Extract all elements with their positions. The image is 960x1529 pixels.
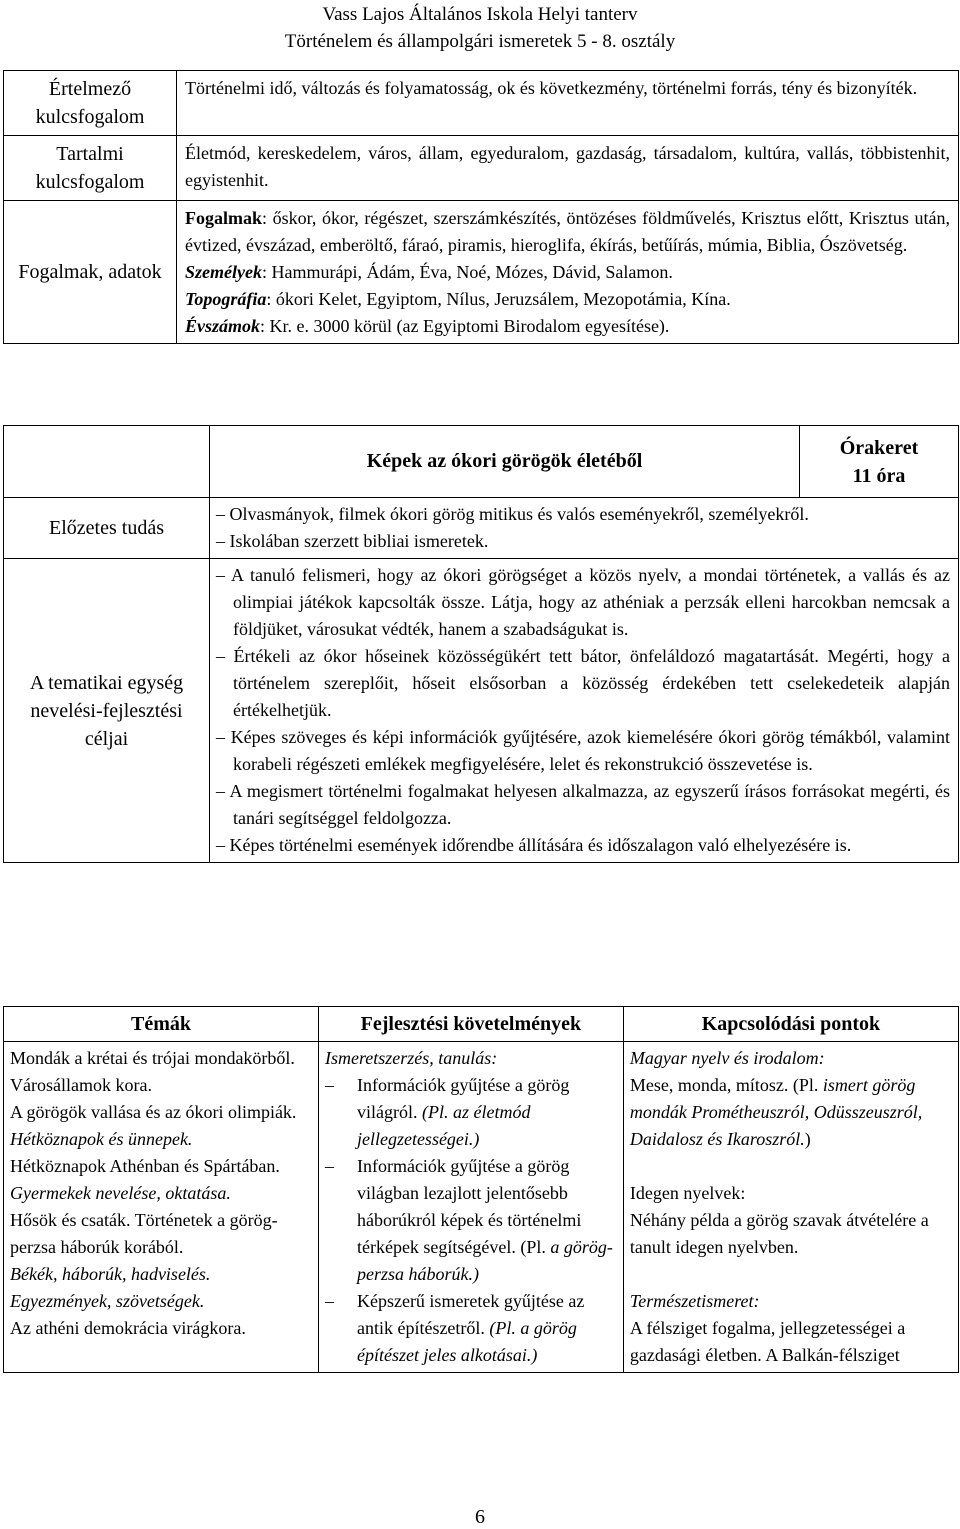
topic-item: Hétköznapok és ünnepek. (10, 1129, 193, 1149)
kapcsolodasi-header: Kapcsolódási pontok (623, 1007, 958, 1042)
tartalmi-label: Tartalmi kulcsfogalom (4, 136, 177, 201)
concepts-table (3, 70, 959, 344)
fejlesztes-cell (318, 1042, 623, 1373)
fejlesztes-item-note: (Pl. az életmód jellegzetességei.) (356, 1102, 531, 1149)
unit-title-row (4, 426, 959, 498)
spacer (630, 1153, 952, 1180)
page-number: 6 (475, 1506, 485, 1528)
topografia-text: : ókori Kelet, Egyiptom, Nílus, Jeruzsálem, Mezopotámia, Kína. (266, 289, 731, 309)
unit-title-spacer (4, 426, 210, 498)
topic-item: A görögök vallása és az ókori olimpiák. (10, 1102, 297, 1122)
magyar-text (630, 1072, 952, 1153)
goals-row (4, 559, 959, 863)
tartalmi-row (4, 136, 959, 201)
fogalmak-cell (177, 201, 959, 344)
idegen-text: Néhány példa a görög szavak átvételére a tanult idegen nyelvben. (629, 1210, 929, 1257)
orakeret-cell (800, 426, 959, 498)
dash-bullet: – (324, 1156, 334, 1176)
evszamok-text: : Kr. e. 3000 körül (az Egyiptomi Birodalom egyesítése). (260, 316, 670, 336)
temak-cell (4, 1042, 319, 1373)
goal-item: – A megismert történelmi fogalmakat helyesen alkalmazza, az egyszerű írásos forrásokat megérti, és tanári segítséggel feldolgozza. (233, 778, 950, 832)
header-subject-line: Történelem és állampolgári ismeretek 5 - 8. osztály (284, 31, 676, 52)
prior-item: – Olvasmányok, filmek ókori görög mitikus és valós eseményekről, személyekről. (233, 501, 950, 528)
dash-bullet: – (324, 1291, 334, 1311)
topic-item: Hétköznapok Athénban és Spártában. (10, 1156, 280, 1176)
prior-item: – Iskolában szerzett bibliai ismeretek. (233, 528, 950, 555)
fejlesztes-item-text: Képszerű ismeretek gyűjtése az antik építészetről. (356, 1291, 585, 1338)
fejlesztes-item-note: a görög-perzsa háborúk.) (356, 1237, 613, 1284)
topic-item: Hősök és csaták. Történetek a görög-perzsa háborúk korából. (10, 1210, 278, 1257)
prior-content (210, 498, 959, 559)
temak-header: Témák (4, 1007, 319, 1042)
header-school-line: Vass Lajos Általános Iskola Helyi tanterv (322, 4, 638, 25)
magyar-main: Mese, monda, mítosz. (Pl. (629, 1075, 823, 1095)
prior-row (4, 498, 959, 559)
dash-bullet: – (324, 1075, 334, 1095)
szemelyek-text: : Hammurápi, Ádám, Éva, Noé, Mózes, Dávid, Salamon. (261, 262, 673, 282)
unit-title: Képek az ókori görögök életéből (210, 426, 800, 498)
goals-label: A tematikai egység nevelési-fejlesztési céljai (4, 559, 210, 863)
topic-item: Városállamok kora. (10, 1075, 152, 1095)
ertelmezo-text: Történelmi idő, változás és folyamatosság, ok és következmény, történelmi forrás, tény és bizonyíték. (177, 71, 959, 136)
topics-table (3, 1006, 959, 1373)
evszamok-key: Évszámok (185, 316, 261, 336)
fejlesztes-item (325, 1153, 617, 1288)
term-heading: Természetismeret: (629, 1291, 760, 1311)
topics-header-row (4, 1007, 959, 1042)
fejlesztes-item (325, 1072, 617, 1153)
prior-label: Előzetes tudás (4, 498, 210, 559)
fogalmak-row (4, 201, 959, 344)
magyar-heading: Magyar nyelv és irodalom: (629, 1048, 825, 1068)
topic-item: Az athéni demokrácia virágkora. (10, 1318, 246, 1338)
fejlesztes-item-note: (Pl. a görög építészet jeles alkotásai.) (356, 1318, 577, 1365)
fejlesztesi-header: Fejlesztési követelmények (318, 1007, 623, 1042)
tartalmi-text: Életmód, kereskedelem, város, állam, egyeduralom, gazdaság, társadalom, kultúra, vallás, többistenhit, egyistenhit. (177, 136, 959, 201)
term-text: A félsziget fogalma, jellegzetességei a gazdasági életben. A Balkán-félsziget (629, 1318, 906, 1365)
topografia-key: Topográfia (185, 289, 267, 309)
topic-item: Gyermekek nevelése, oktatása. (10, 1183, 231, 1203)
fejlesztes-heading: Ismeretszerzés, tanulás: (324, 1048, 498, 1068)
fejlesztes-item-text: Információk gyűjtése a görög világban lezajlott jelentősebb háborúkról képek és történelmi térképek segítségével. (Pl. (356, 1156, 582, 1257)
topic-item: Egyezmények, szövetségek. (10, 1291, 205, 1311)
goals-content (210, 559, 959, 863)
goal-item: – A tanuló felismeri, hogy az ókori görögséget a közös nyelv, a mondai történetek, a vallás és az olimpiai játékok kapcsolták össze. Látja, hogy az athéniak a perzsák elleni harcokban nemcsak a földjüket, városukat védték, hanem a szabadságukat is. (233, 562, 950, 643)
unit-table (3, 425, 959, 863)
fejlesztes-item-text: Információk gyűjtése a görög világról. (356, 1075, 570, 1122)
ertelmezo-row (4, 71, 959, 136)
topic-item: Mondák a krétai és trójai mondakörből. (10, 1048, 295, 1068)
goal-item: – Képes szöveges és képi információk gyűjtésére, azok kiemelésére ókori görög témákból, valamint korabeli régészeti emlékek megfigyelésére, lelet és rekonstrukció összevetése is. (233, 724, 950, 778)
orakeret-label: Órakeret (839, 436, 919, 459)
kapcsolodas-cell (623, 1042, 958, 1373)
topics-body-row (4, 1042, 959, 1373)
magyar-end: ) (804, 1129, 811, 1149)
ertelmezo-label: Értelmező kulcsfogalom (4, 71, 177, 136)
idegen-heading: Idegen nyelvek: (629, 1183, 746, 1203)
goal-item: – Értékeli az ókor hőseinek közösségükért tett bátor, önfeláldozó magatartását. Megérti, hogy a történelem szereplőit, hőseit elsősorban a közösség érdekében tett cselekedeteik alapján értékelhetjük. (233, 643, 950, 724)
fogalmak-label: Fogalmak, adatok (4, 201, 177, 344)
szemelyek-key: Személyek (185, 262, 262, 282)
orakeret-value: 11 óra (852, 464, 906, 487)
goal-item: – Képes történelmi események időrendbe állítására és időszalagon való elhelyezésére is. (233, 832, 950, 859)
spacer (630, 1261, 952, 1288)
fogalmak-key: Fogalmak (185, 208, 263, 228)
fejlesztes-item (325, 1288, 617, 1369)
topic-item: Békék, háborúk, hadviselés. (10, 1264, 211, 1284)
magyar-note: ismert görög mondák Prométheuszról, Odüsszeuszról, Daidalosz és Ikaroszról. (629, 1075, 923, 1149)
fogalmak-text: : őskor, ókor, régészet, szerszámkészítés, öntözéses földművelés, Krisztus előtt, Krisztus után, évtized, évszázad, emberöltő, fáraó, piramis, hieroglifa, ékírás, betűírás, múmia, Biblia, Ószövetség. (185, 208, 950, 255)
